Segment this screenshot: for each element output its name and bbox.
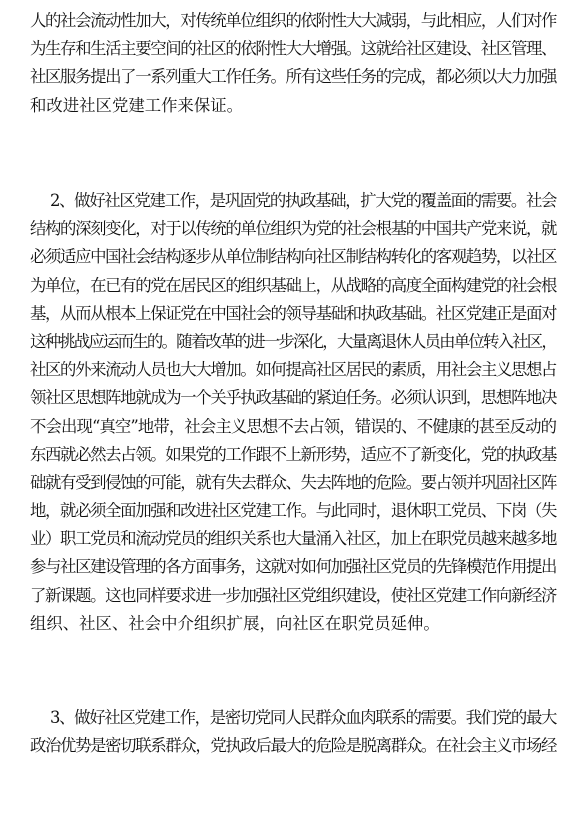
text-line: 基，从而从根本上保证党在中国社会的领导基础和执政基础。社区党建正是面对 — [30, 303, 556, 323]
paragraph-2 — [30, 187, 556, 638]
text-line: 地，就必须全面加强和改进社区党建工作。与此同时，退休职工党员、下岗（失 — [30, 501, 556, 521]
text-line: 社区服务提出了一系列重大工作任务。所有这些任务的完成，都必须以大力加强 — [30, 67, 556, 87]
text-line: 领社区思想阵地就成为一个关乎执政基础的紧迫任务。必须认识到，思想阵地决 — [30, 388, 556, 408]
text-line: 政治优势是密切联系群众，党执政后最大的危险是脱离群众。在社会主义市场经 — [30, 736, 556, 756]
text-line: 东西就必然去占领。如果党的工作跟不上新形势，适应不了新变化，党的执政基 — [30, 444, 556, 464]
text-line: 不会出现“真空”地带，社会主义思想不去占领，错误的、不健康的甚至反动的 — [30, 416, 557, 436]
text-line: 社区的外来流动人员也大大增加。如何提高社区居民的素质，用社会主义思想占 — [30, 360, 556, 380]
text-line: 2、做好社区党建工作，是巩固党的执政基础，扩大党的覆盖面的需要。社会 — [50, 191, 556, 210]
text-line: 为单位，在已有的党在居民区的组织基础上，从战略的高度全面构建党的社会根 — [30, 275, 556, 295]
text-line: 结构的深刻变化，对于以传统的单位组织为党的社会根基的中国共产党来说，就 — [30, 219, 556, 239]
paragraph-1 — [30, 7, 556, 120]
text-line: 为生存和生活主要空间的社区的依附性大大增强。这就给社区建设、社区管理、 — [30, 39, 556, 59]
text-line: 人的社会流动性加大，对传统单位组织的依附性大大减弱，与此相应，人们对作 — [30, 11, 556, 30]
text-line: 参与社区建设管理的各方面事务，这就对如何加强社区党员的先锋模范作用提出 — [30, 557, 556, 577]
text-line: 和改进社区党建工作来保证。 — [30, 95, 244, 115]
text-line: 础就有受到侵蚀的可能，就有失去群众、失去阵地的危险。要占领并巩固社区阵 — [30, 472, 556, 492]
text-line: 这种挑战应运而生的。随着改革的进一步深化，大量离退休人员由单位转入社区， — [30, 331, 556, 351]
text-line: 3、做好社区党建工作，是密切党同人民群众血肉联系的需要。我们党的最大 — [50, 708, 556, 727]
paragraph-3 — [30, 704, 556, 760]
text-line: 组织、社区、社会中介组织扩展，向社区在职党员延伸。 — [30, 613, 440, 633]
text-line: 业）职工党员和流动党员的组织关系也大量涌入社区，加上在职党员越来越多地 — [30, 529, 556, 549]
text-line: 了新课题。这也同样要求进一步加强社区党组织建设，使社区党建工作向新经济 — [30, 585, 556, 605]
text-line: 必须适应中国社会结构逐步从单位制结构向社区制结构转化的客观趋势，以社区 — [30, 247, 556, 267]
